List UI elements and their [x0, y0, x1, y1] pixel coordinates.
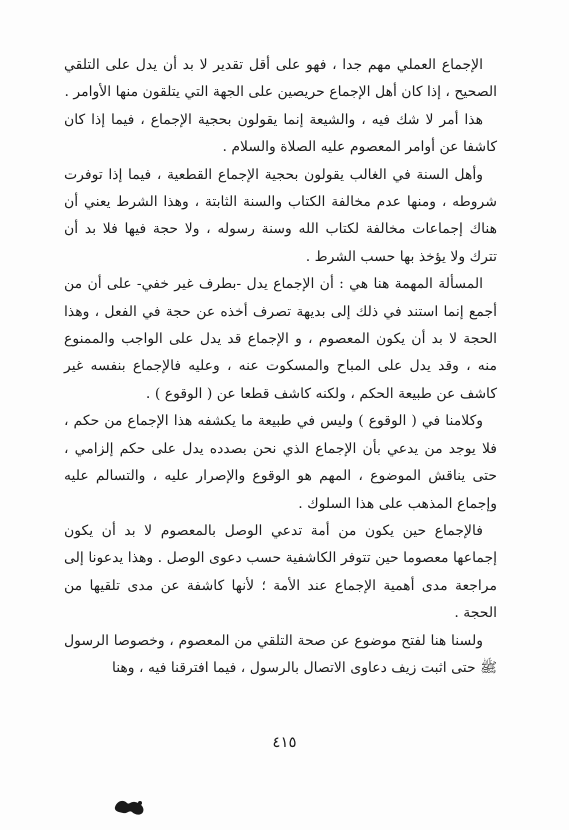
ink-smudge-icon [113, 797, 147, 817]
paragraph-1: الإجماع العملي مهم جدا ، فهو على أقل تقدير لا بد أن يدل على التلقي الصحيح ، إذا كان أهل الإجماع حريصين على الجهة التي يتلقون منها الأوامر . [64, 57, 497, 101]
paragraph-6: فالإجماع حين يكون من أمة تدعي الوصل بالمعصوم لا بد أن يكون إجماعها معصوما حين تتوفر الكاشفية حسب دعوى الوصل . وهذا يدعونا إلى مراجعة مدى أهمية الإجماع عند الأمة ؛ لأنها كاشفة عن مدى تلقيها من الحجة . [64, 522, 497, 622]
page-number: ٤١٥ [272, 733, 297, 751]
paragraph-2: هذا أمر لا شك فيه ، والشيعة إنما يقولون بحجية الإجماع ، فيما إذا كان كاشفا عن أوامر المعصوم عليه الصلاة والسلام . [64, 111, 497, 156]
paragraph-4: المسألة المهمة هنا هي : أن الإجماع يدل -بطرف غير خفي- على أن من أجمع إنما استند في ذلك إلى بديهة تصرف أخذه عن حجة في الفعل ، وهذا الحجة لا بد أن يكون المعصوم ، و الإجماع قد يدل على الواجب والممنوع منه ، وقد يدل على المباح والمسكوت عنه ، وعليه فالإجماع بنفسه غير كاشف عن طبيعة الحكم ، ولكنه كاشف قطعا عن ( الوقوع ) . [64, 276, 497, 402]
paragraph-7: ولسنا هنا لفتح موضوع عن صحة التلقي من المعصوم ، وخصوصا الرسول ﷺ حتى اثبت زيف دعاوى الاتصال بالرسول ، فيما افترقنا فيه ، وهنا [64, 632, 497, 676]
paragraph-3: وأهل السنة في الغالب يقولون بحجية الإجماع القطعية ، فيما إذا توفرت شروطه ، ومنها عدم مخالفة الكتاب والسنة الثابتة ، وهذا الشرط يعني أن هناك إجماعات مخالفة لكتاب الله وسنة رسوله ، ولا حجة فيها فلا بد أن تترك ولا يؤخذ بها حسب الشرط . [64, 166, 497, 265]
paragraph-5: وكلامنا في ( الوقوع ) وليس في طبيعة ما يكشفه هذا الإجماع من حكم ، فلا يوجد من يدعي بأن الإجماع الذي نحن بصدده يدل على حكم إلزامي ، حتى يناقش الموضوع ، المهم هو الوقوع والإصرار عليه ، والتسالم عليه وإجماع المذهب على هذا السلوك . [64, 413, 497, 512]
body-text [64, 52, 497, 682]
